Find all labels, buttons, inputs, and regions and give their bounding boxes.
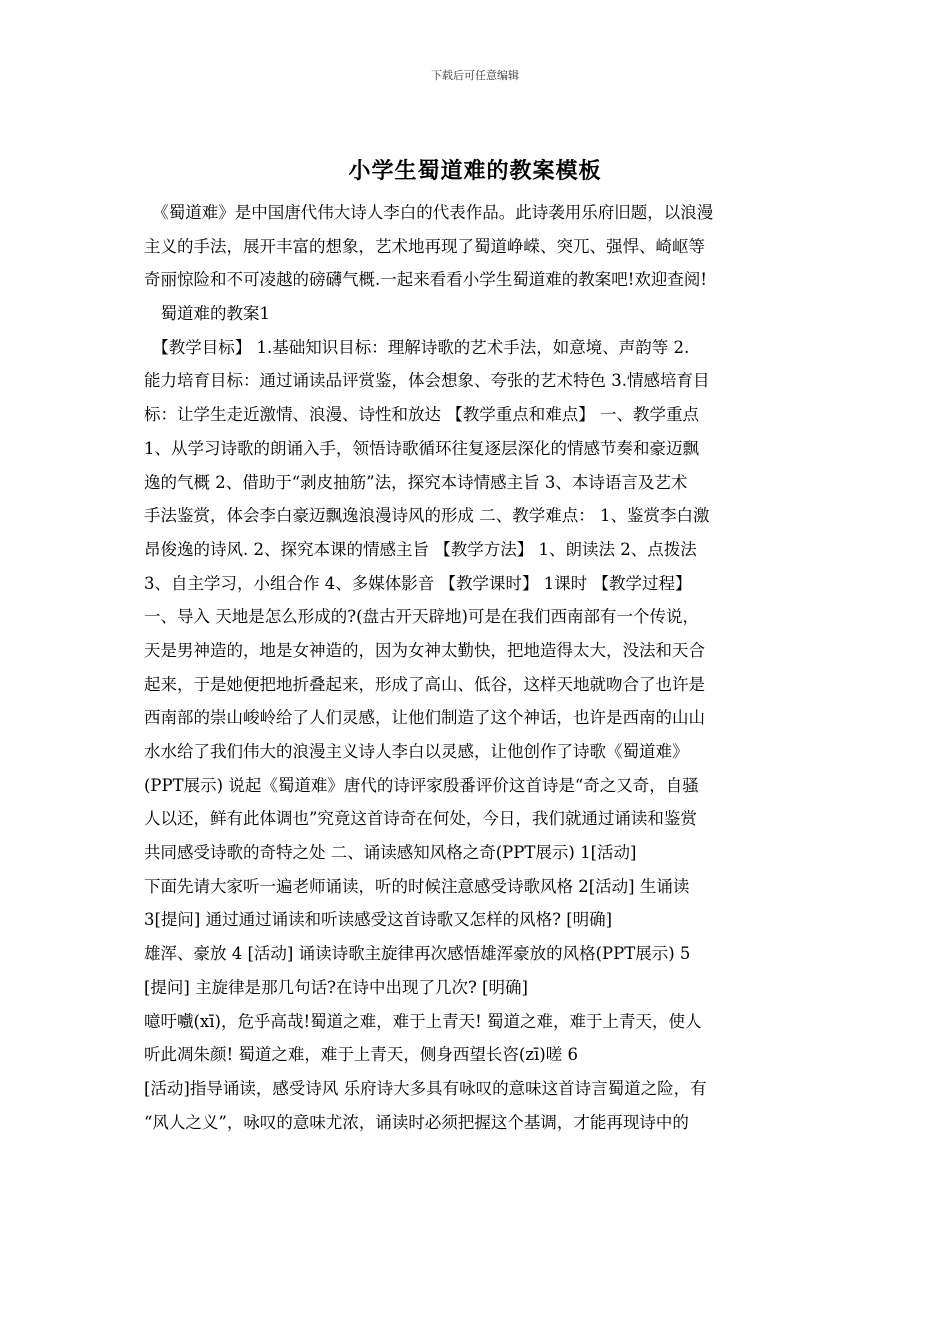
document-body: [144, 196, 810, 1139]
text-line: 奇丽惊险和不可凌越的磅礴气概.一起来看看小学生蜀道难的教案吧!欢迎查阅!: [144, 270, 708, 290]
text-line: 下面先请大家听一遍老师诵读，听的时候注意感受诗歌风格 2[活动] 生诵读: [144, 876, 690, 896]
text-line: [活动]指导诵读，感受诗风 乐府诗大多具有咏叹的意味这首诗言蜀道之险，有: [144, 1078, 707, 1098]
text-line: 1、从学习诗歌的朗诵入手，领悟诗歌循环往复逐层深化的情感节奏和豪迈飘: [144, 438, 699, 458]
text-line: “风人之义”，咏叹的意味尤浓，诵读时必须把握这个基调，才能再现诗中的: [144, 1112, 689, 1132]
page-header: 下载后可任意编辑: [431, 69, 519, 82]
text-line: 能力培育目标：通过诵读品评赏鉴，体会想象、夸张的艺术特色 3.情感培育目: [144, 371, 710, 391]
text-line: 人以还，鲜有此体调也”究竟这首诗奇在何处，今日，我们就通过诵读和鉴赏: [144, 809, 697, 829]
text-line: (PPT展示) 说起《蜀道难》唐代的诗评家殷番评价这首诗是“奇之又奇，自骚: [144, 775, 699, 795]
text-line: 水水给了我们伟大的浪漫主义诗人李白以灵感，让他创作了诗歌《蜀道难》: [144, 742, 689, 761]
text-line: 天是男神造的，地是女神造的，因为女神太勤快，把地造得太大，没法和天合: [144, 640, 705, 660]
text-line: 主义的手法，展开丰富的想象，艺术地再现了蜀道峥嵘、突兀、强悍、崎岖等: [144, 236, 705, 256]
text-line: 噫吁嚱(xī)，危乎高哉!蜀道之难，难于上青天! 蜀道之难，难于上青天，使人: [144, 1011, 702, 1031]
text-line: 起来，于是她便把地折叠起来，形成了高山、低谷，这样天地就吻合了也许是: [144, 674, 705, 694]
text-line: 标：让学生走近激情、浪漫、诗性和放达 【教学重点和难点】 一、教学重点: [144, 405, 699, 425]
text-line: 《蜀道难》是中国唐代伟大诗人李白的代表作品。此诗袭用乐府旧题，以浪漫: [144, 203, 714, 222]
text-line: 西南部的崇山峻岭给了人们灵感，让他们制造了这个神话，也许是西南的山山: [144, 708, 705, 728]
text-line: 雄浑、豪放 4 [活动] 诵读诗歌主旋律再次感悟雄浑豪放的风格(PPT展示) 5: [144, 944, 691, 964]
text-line: 【教学目标】 1.基础知识目标：理解诗歌的艺术手法，如意境、声韵等 2.: [144, 337, 690, 357]
text-line: 一、导入 天地是怎么形成的?(盘古开天辟地)可是在我们西南部有一个传说，: [144, 607, 699, 627]
text-line: 听此凋朱颜! 蜀道之难，难于上青天，侧身西望长咨(zī)嗟 6: [144, 1045, 578, 1065]
text-line: 逸的气概 2、借助于“剥皮抽筋”法，探究本诗情感主旨 3、本诗语言及艺术: [144, 472, 688, 492]
text-line: [提问] 主旋律是那几句话?在诗中出现了几次? [明确]: [144, 977, 528, 997]
text-line: 3、自主学习，小组合作 4、多媒体影音 【教学课时】 1课时 【教学过程】: [144, 573, 692, 593]
text-line: 共同感受诗歌的奇特之处 二、诵读感知风格之奇(PPT展示) 1[活动]: [144, 843, 637, 863]
document-title: 小学生蜀道难的教案模板: [348, 158, 602, 184]
text-line: 3[提问] 通过通过诵读和听读感受这首诗歌又怎样的风格? [明确]: [144, 910, 613, 930]
text-line: 手法鉴赏，体会李白豪迈飘逸浪漫诗风的形成 二、教学难点： 1、鉴赏李白激: [144, 506, 710, 526]
text-line: 蜀道难的教案1: [144, 304, 270, 324]
text-line: 昂俊逸的诗风. 2、探究本课的情感主旨 【教学方法】 1、朗读法 2、点拨法: [144, 539, 697, 559]
